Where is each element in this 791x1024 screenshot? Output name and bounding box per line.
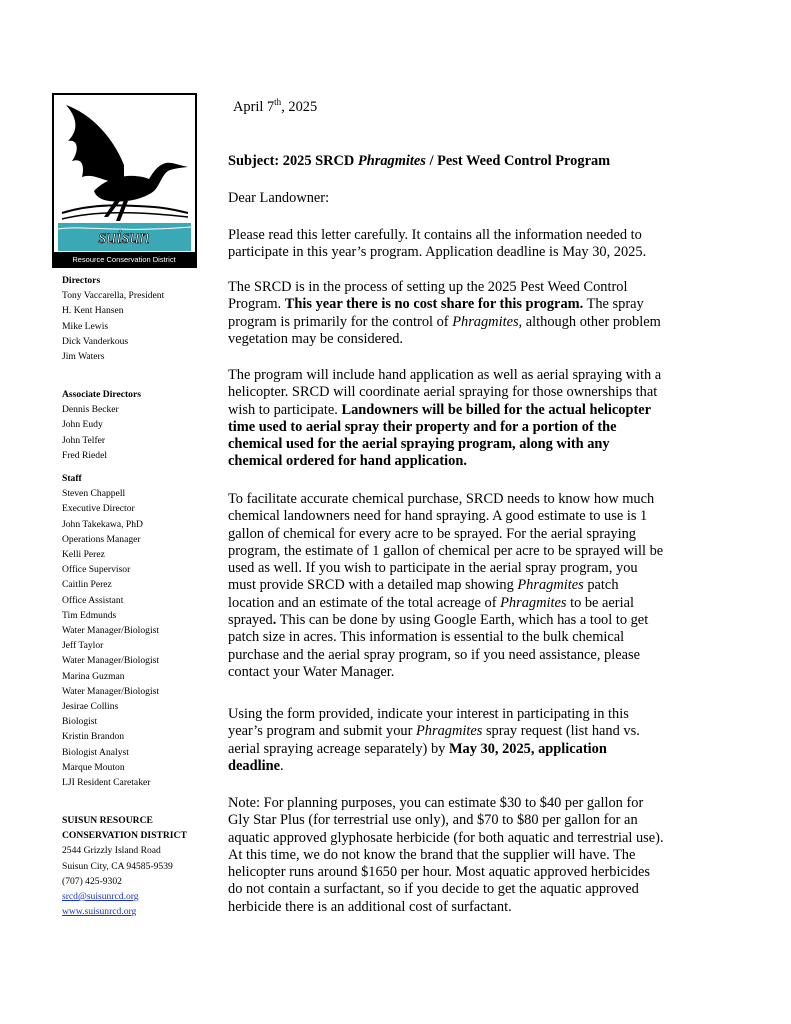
director-name: Dick Vanderkous	[62, 335, 129, 347]
staff-title: Office Assistant	[62, 594, 124, 606]
paragraph-line: must provide SRCD with a detailed map showing Phragmites patch	[228, 577, 619, 594]
subject-text: Subject: 2025 SRCD	[228, 153, 358, 169]
paragraph-line: wish to participate. Landowners will be billed for the actual helicopter	[228, 401, 652, 418]
director-name: Mike Lewis	[62, 320, 109, 332]
subject-italic: Phragmites	[357, 153, 426, 169]
staff-name: Marque Mouton	[62, 761, 125, 773]
paragraph-4	[228, 491, 703, 681]
paragraph-line: helicopter. SRCD will coordinate aerial spraying for those ownerships that	[228, 384, 658, 401]
paragraph-line: program, the estimate of 1 gallon of chemical per acre to be sprayed will be	[228, 542, 664, 559]
paragraph-line: chemical used for the aerial spraying program, along with any	[228, 436, 610, 453]
paragraph-line: year’s program and submit your Phragmites spray request (list hand vs.	[228, 723, 640, 740]
paragraph-6	[228, 795, 703, 916]
paragraph-line: contact your Water Manager.	[228, 663, 395, 680]
associate-director-name: Fred Riedel	[62, 449, 108, 461]
paragraph-line: Gly Star Plus (for terrestrial use only), and $70 to $80 per gallon for an	[228, 812, 638, 829]
associate-directors-section	[62, 387, 141, 463]
director-name: Tony Vaccarella, President	[62, 290, 165, 302]
staff-name: Jeff Taylor	[62, 640, 104, 652]
paragraph-line: chemical landowners need for hand spraying. A good estimate to use is 1	[228, 508, 648, 525]
letter-date	[233, 97, 317, 116]
staff-name: John Takekawa, PhD	[62, 518, 143, 530]
staff-title: Operations Manager	[62, 533, 141, 545]
srcd-logo	[52, 93, 197, 268]
date-text: April 7	[233, 98, 275, 115]
staff-name: Kelli Perez	[62, 549, 105, 561]
paragraph-line: deadline.	[228, 757, 284, 774]
paragraph-line: helicopter runs around $1650 per hour. Most aquatic approved herbicides	[228, 864, 651, 881]
staff-title: Office Supervisor	[62, 564, 131, 576]
associate-director-name: John Eudy	[62, 419, 103, 431]
paragraph-line: purchase and the aerial spray program, so if you need assistance, please	[228, 646, 640, 663]
org-name-line: SUISUN RESOURCE	[62, 815, 153, 826]
staff-name: Marina Guzman	[62, 670, 125, 682]
paragraph-line: herbicide there is an additional cost of surfactant.	[228, 898, 512, 915]
staff-name: Jesirae Collins	[62, 701, 119, 713]
paragraph-line: time used to aerial spray their property and for a portion of the	[228, 418, 617, 435]
phone-number: (707) 425-9302	[62, 875, 122, 887]
paragraph-line: sprayed. This can be done by using Google Earth, which has a tool to get	[228, 612, 649, 629]
heron-wing-shape	[66, 105, 124, 185]
paragraph-line: Please read this letter carefully. It contains all the information needed to	[228, 227, 642, 243]
paragraph-line: Program. This year there is no cost share for this program. The spray	[228, 296, 644, 313]
date-year: , 2025	[281, 98, 318, 115]
associate-director-name: John Telfer	[62, 434, 106, 446]
staff-name: Caitlin Perez	[62, 579, 112, 591]
paragraph-2	[228, 279, 703, 348]
director-name: H. Kent Hansen	[62, 305, 124, 317]
staff-section	[62, 471, 159, 790]
street-address: 2544 Grizzly Island Road	[62, 845, 161, 857]
director-name: Jim Waters	[62, 351, 105, 363]
date-suffix: th	[274, 97, 282, 107]
staff-title: Water Manager/Biologist	[62, 685, 160, 697]
heron-logo-graphic	[54, 95, 195, 266]
website-link[interactable]: www.suisunrcd.org	[62, 906, 137, 918]
paragraph-line: At this time, we do not know the brand that the supplier will have. The	[228, 846, 636, 863]
paragraph-line: aquatic approved glyphosate herbicide (for both aquatic and terrestrial use).	[228, 829, 664, 846]
associate-directors-heading: Associate Directors	[62, 389, 141, 400]
paragraph-line: do not contain a surfactant, so if you decide to get the aquatic approved	[228, 881, 639, 898]
paragraph-3	[228, 367, 703, 471]
staff-title: Biologist Analyst	[62, 746, 129, 758]
paragraph-1	[228, 227, 703, 262]
salutation: Dear Landowner:	[228, 190, 330, 206]
staff-title: Water Manager/Biologist	[62, 655, 160, 667]
paragraph-line: The program will include hand application as well as aerial spraying with a	[228, 367, 662, 383]
subject-line	[228, 153, 703, 170]
paragraph-line: patch size in acres. This information is essential to the bulk chemical	[228, 629, 625, 646]
heron-legs-shape	[104, 199, 128, 221]
directors-heading: Directors	[62, 275, 101, 286]
paragraph-line: used as well. If you wish to participate in the aerial spray program, you	[228, 560, 638, 577]
paragraph-line: location and an estimate of the total acreage of Phragmites to be aerial	[228, 594, 634, 611]
org-name-line: CONSERVATION DISTRICT	[62, 830, 187, 842]
staff-title: LJI Resident Caretaker	[62, 777, 151, 789]
paragraph-line: vegetation may be considered.	[228, 330, 404, 347]
paragraph-line: aerial spraying acreage separately) by May 30, 2025, application	[228, 740, 607, 757]
staff-name: Steven Chappell	[62, 488, 126, 500]
paragraph-5	[228, 706, 703, 775]
staff-title: Biologist	[62, 716, 98, 728]
paragraph-line: gallon of chemical for every acre to be sprayed. For the aerial spraying	[228, 525, 636, 542]
paragraph-line: To facilitate accurate chemical purchase, SRCD needs to know how much	[228, 491, 655, 507]
paragraph-line: program is primarily for the control of Phragmites, although other problem	[228, 313, 661, 330]
subject-text-end: / Pest Weed Control Program	[425, 153, 611, 169]
city-address: Suisun City, CA 94585-9539	[62, 860, 173, 872]
directors-section	[62, 273, 164, 364]
paragraph-line: chemical ordered for hand application.	[228, 453, 467, 470]
paragraph-line: Note: For planning purposes, you can estimate $30 to $40 per gallon for	[228, 795, 644, 811]
hill-lines	[62, 205, 188, 213]
paragraph-line: The SRCD is in the process of setting up the 2025 Pest Weed Control	[228, 279, 628, 295]
address-block	[62, 813, 187, 919]
logo-org-name: Resource Conservation District	[72, 255, 176, 264]
email-link[interactable]: srcd@suisunrcd.org	[62, 891, 139, 903]
paragraph-line: participate in this year’s program. Application deadline is May 30, 2025.	[228, 244, 647, 261]
staff-name: Tim Edmunds	[62, 609, 117, 621]
staff-heading: Staff	[62, 473, 82, 484]
paragraph-line: Using the form provided, indicate your interest in participating in this	[228, 706, 629, 722]
staff-title: Water Manager/Biologist	[62, 625, 160, 637]
staff-title: Executive Director	[62, 503, 135, 515]
logo-wordmark: suisun	[98, 226, 150, 248]
staff-name: Kristin Brandon	[62, 731, 125, 743]
associate-director-name: Dennis Becker	[62, 404, 119, 416]
